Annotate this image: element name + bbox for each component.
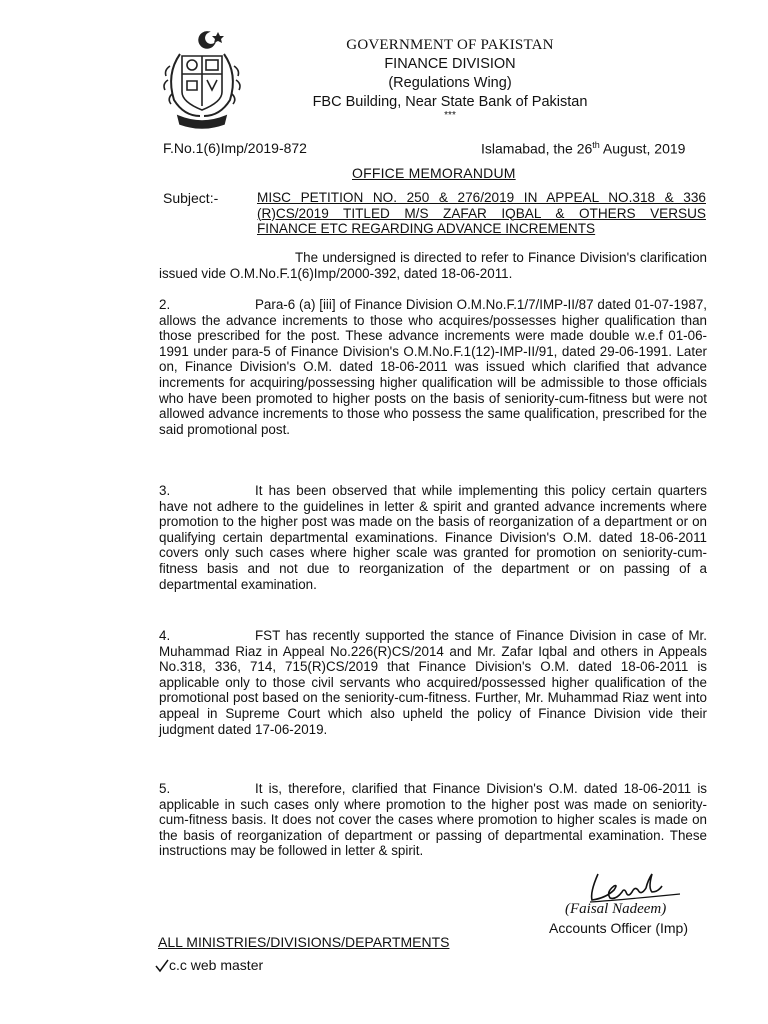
date-prefix: Islamabad, the 26 (481, 140, 593, 157)
signatory-name: (Faisal Nadeem) (565, 901, 667, 917)
paragraph-5 (159, 781, 707, 859)
paragraph-5-text: It is, therefore, clarified that Finance Division's O.M. dated 18-06-2011 is applicable in such cases only where promotion to the higher post was made on seniority-cum-fitness basis. It does not cover the cases where promotion to higher scales is made on the basis of reorganization of department or passing of departmental examination. These instructions may be followed in letter & spirit. (159, 781, 707, 859)
recipients: ALL MINISTRIES/DIVISIONS/DEPARTMENTS (158, 934, 450, 950)
checkmark-icon (155, 959, 169, 973)
paragraph-3-number: 3. (159, 483, 171, 498)
government-emblem-icon (160, 26, 244, 130)
paragraph-3 (159, 483, 707, 592)
date-suffix-th: th (592, 140, 600, 150)
letterhead-government: GOVERNMENT OF PAKISTAN (346, 37, 554, 53)
paragraph-2-text: Para-6 (a) [iii] of Finance Division O.M.No.F.1/7/IMP-II/87 dated 01-07-1987, allows the advance increments to those who acquires/possesses higher qualification than those prescribed for the post. These advance increments were made double w.e.f 01-06-1991 under para-5 of Finance Division's O.M.No.F.1(12)-IMP-II/91, dated 29-06-1991. Later on, Finance Division's O.M. dated 18-06-2011 was issued which clarified that advance increments for acquiring/possessing higher qualification will be admissible to those officials who have been promoted to higher posts on the basis of seniority-cum-fitness but were not allowed advance increments to those who possess the same qualification, prescribed for the said promotional post. (159, 297, 707, 437)
date-month-year: August, 2019 (599, 140, 686, 157)
carbon-copy-text: c.c web master (169, 957, 264, 973)
paragraph-1 (159, 250, 707, 281)
carbon-copy (155, 957, 263, 973)
paragraph-2-number: 2. (159, 297, 171, 312)
paragraph-1-text: The undersigned is directed to refer to Finance Division's clarification issued vide O.M.No.F.1(6)Imp/2000-392, dated 18-06-2011. (159, 250, 707, 281)
paragraph-4-number: 4. (159, 628, 171, 643)
signatory-title: Accounts Officer (Imp) (549, 920, 689, 936)
letterhead-address: FBC Building, Near State Bank of Pakistan (312, 94, 588, 110)
letterhead-division: FINANCE DIVISION (384, 56, 516, 72)
file-number: F.No.1(6)Imp/2019-872 (163, 140, 307, 156)
paragraph-3-text: It has been observed that while implementing this policy certain quarters have not adhere to the guidelines in letter & spirit and granted advance increments where promotion to the higher post was made on the basis of reorganization of a department or on qualifying certain departmental examinations. Finance Division's O.M. dated 18-06-2011 covers only such cases where higher scale was granted for promotion on seniority-cum-fitness basis and not due to reorganization of the department or on passing of a departmental examination. (159, 483, 707, 592)
subject-text (257, 190, 706, 237)
paragraph-4 (159, 628, 707, 737)
date-line (481, 140, 685, 157)
subject-label: Subject:- (163, 190, 219, 206)
letterhead-stars: *** (444, 110, 456, 121)
subject-body: MISC PETITION NO. 250 & 276/2019 IN APPEAL NO.318 & 336 (R)CS/2019 TITLED M/S ZAFAR IQBAL & OTHERS VERSUS (257, 190, 706, 221)
paragraph-4-text: FST has recently supported the stance of Finance Division in case of Mr. Muhammad Riaz in Appeal No.226(R)CS/2014 and Mr. Zafar Iqbal and others in Appeals No.318, 336, 714, 715(R)CS/2019 that Finance Division's O.M. dated 18-06-2011 is applicable only to those civil servants who acquired/possessed higher qualification of the promotional post based on the seniority-cum-fitness. Further, Mr. Muhammad Riaz went into appeal in Supreme Court which also upheld the policy of Finance Division vide their judgment dated 17-06-2019. (159, 628, 707, 737)
paragraph-2 (159, 297, 707, 437)
memo-title: OFFICE MEMORANDUM (352, 165, 516, 181)
paragraph-5-number: 5. (159, 781, 171, 796)
letterhead (280, 36, 620, 120)
letterhead-wing: (Regulations Wing) (388, 75, 512, 91)
subject-last-line: FINANCE ETC REGARDING ADVANCE INCREMENTS (257, 221, 596, 236)
